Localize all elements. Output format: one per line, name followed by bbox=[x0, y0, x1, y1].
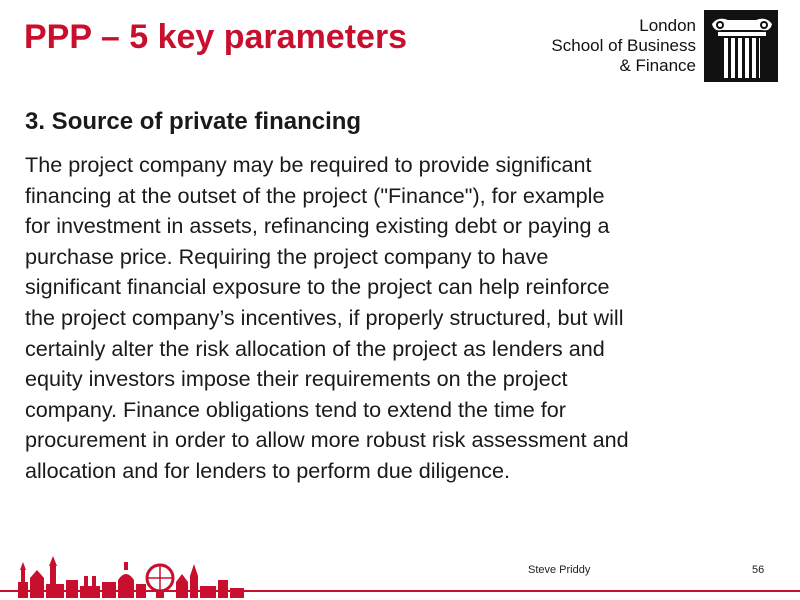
body-line: for investment in assets, refinancing existing debt or paying a bbox=[25, 213, 610, 239]
section-heading: 3. Source of private financing bbox=[25, 108, 362, 135]
footer-author: Steve Priddy bbox=[528, 564, 591, 576]
body-line: significant financial exposure to the project can help reinforce bbox=[25, 274, 610, 300]
footer-divider bbox=[0, 590, 800, 592]
body-line: allocation and for lenders to perform due diligence. bbox=[25, 457, 510, 483]
body-line: the project company’s incentives, if properly structured, but will bbox=[25, 304, 624, 330]
logo-text bbox=[551, 16, 696, 76]
logo-line-2: School of Business bbox=[551, 36, 696, 55]
slide-title: PPP – 5 key parameters bbox=[24, 18, 408, 56]
body-paragraph bbox=[25, 150, 777, 487]
body-line: certainly alter the risk allocation of the project as lenders and bbox=[25, 335, 605, 361]
body-line: financing at the outset of the project ("Finance"), for example bbox=[25, 182, 605, 208]
body-line: equity investors impose their requirements on the project bbox=[25, 366, 568, 392]
page-number: 56 bbox=[752, 564, 765, 576]
school-logo bbox=[548, 6, 788, 82]
body-line: The project company may be required to provide significant bbox=[25, 152, 592, 177]
body-line: company. Finance obligations tend to extend the time for bbox=[25, 396, 566, 422]
logo-line-1: London bbox=[639, 16, 696, 35]
column-capital-icon bbox=[704, 10, 778, 82]
body-line: procurement in order to allow more robust risk assessment and bbox=[25, 427, 629, 453]
logo-line-3: & Finance bbox=[619, 56, 696, 75]
body-line: purchase price. Requiring the project company to have bbox=[25, 243, 549, 269]
